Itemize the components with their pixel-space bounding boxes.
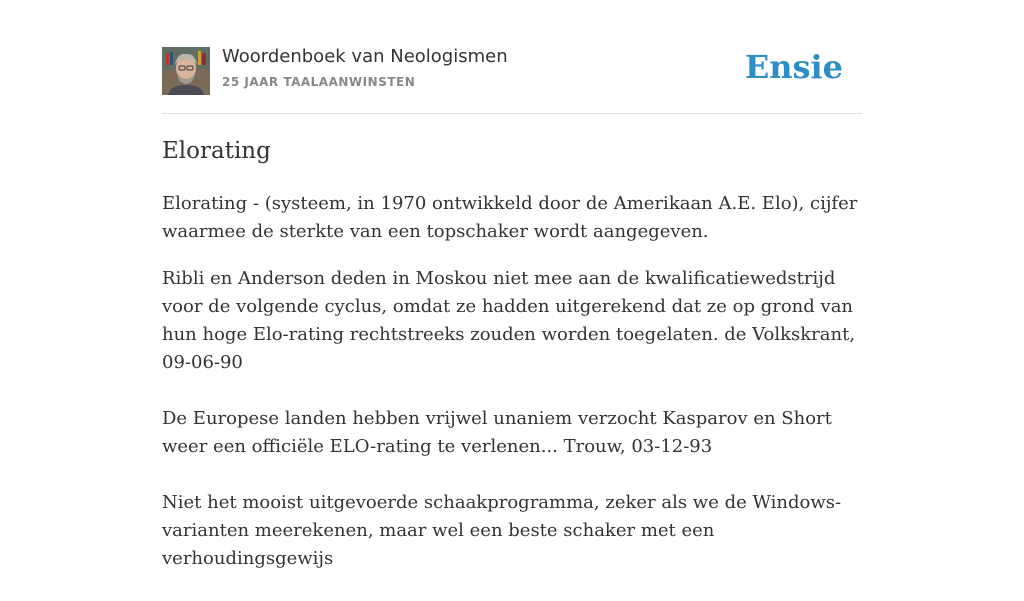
page-container — [162, 0, 862, 569]
publication-name-link[interactable]: Woordenboek van Neologismen — [222, 46, 508, 67]
publication-header — [162, 0, 862, 114]
entry-title: Elorating — [162, 138, 271, 164]
citation-list — [162, 265, 862, 601]
citation-item: Niet het mooist uitgevoerde schaakprogramma, zeker als we de Windows-varianten meerekenen, maar wel een beste schaker met een verhoudingsgewijs — [162, 492, 842, 569]
author-portrait-icon[interactable] — [162, 47, 210, 95]
publication-subtitle: 25 JAAR TAALAANWINSTEN — [222, 75, 416, 89]
citation-item: De Europese landen hebben vrijwel unaniem verzocht Kasparov en Short weer een officiële ELO-rating te verlenen... Trouw, 03-12-93 — [162, 408, 832, 457]
citation-item: Ribli en Anderson deden in Moskou niet mee aan de kwalificatiewedstrijd voor de volgende cyclus, omdat ze hadden uitgerekend dat ze op grond van hun hoge Elo-rating rechtstreeks zouden worden toegelaten. de Volkskrant, 09-06-90 — [162, 268, 856, 373]
avatar-image — [162, 47, 210, 95]
ensie-logo-link[interactable]: Ensie — [744, 48, 843, 86]
entry-definition: Elorating - (systeem, in 1970 ontwikkeld door de Amerikaan A.E. Elo), cijfer waarmee de sterkte van een topschaker wordt aangegeven. — [162, 193, 858, 242]
